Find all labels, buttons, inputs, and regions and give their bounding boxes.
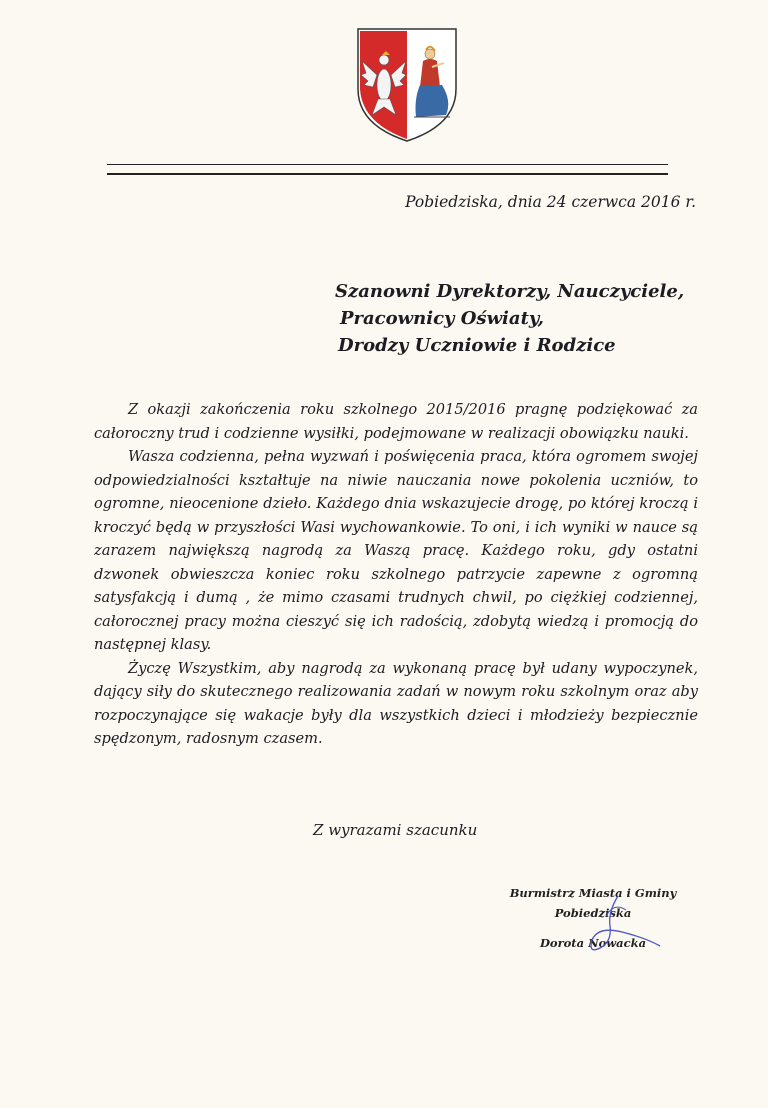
paragraph: Życzę Wszystkim, aby nagrodą za wykonaną pracę był udany wypoczynek, dający siły do skutecznego realizowania zadań w nowym roku szkolnym oraz aby rozpoczynające się wakacje były dla wszystkich dzieci i młodzieży bezpiecznie spędzonym, radosnym czasem. — [94, 659, 698, 747]
header-rule-thin — [107, 164, 668, 165]
paragraph: Wasza codzienna, pełna wyzwań i poświęcenia praca, która ogromem swojej odpowiedzialności kształtuje na niwie nauczania nowe pokolenia uczniów, to ogromne, nieocenione dzieło. Każdego dnia wskazujecie drogę, po której kroczą i kroczyć będą w przyszłości Wasi wychowankowie. To oni, i ich wyniki w nauce są zarazem największą nagrodą za Waszą pracę. Każdego roku, gdy ostatni dzwonek obwieszcza koniec roku szkolnego patrzycie zapewne z ogromną satysfakcją i dumą , że mimo czasami trudnych chwil, po ciężkiej codziennej, całorocznej pracy można cieszyć się ich radością, zdobytą wiedzą i promocją do następnej klasy. — [94, 448, 698, 653]
signatory-town: Pobiedziska — [554, 906, 632, 920]
coat-of-arms-icon — [356, 27, 458, 143]
closing: Z wyrazami szacunku — [313, 821, 478, 839]
handwritten-signature-icon — [548, 892, 668, 962]
paragraph: Z okazji zakończenia roku szkolnego 2015/2016 pragnę podziękować za całoroczny trud i codzienne wysiłki, podejmowane w realizacji obowiązku nauki. — [94, 401, 698, 442]
salutation-line: Drodzy Uczniowie i Rodzice — [338, 335, 616, 356]
salutation-line: Szanowni Dyrektorzy, Nauczyciele, — [335, 281, 685, 302]
letter-body — [94, 398, 698, 751]
header-rule-thick — [107, 173, 668, 175]
signatory-title: Burmistrz Miasta i Gminy — [509, 886, 677, 900]
signatory-name: Dorota Nowacka — [539, 936, 647, 950]
salutation-line: Pracownicy Oświaty, — [340, 308, 544, 329]
salutation — [335, 278, 684, 359]
place-and-date: Pobiedziska, dnia 24 czerwca 2016 r. — [405, 193, 696, 211]
